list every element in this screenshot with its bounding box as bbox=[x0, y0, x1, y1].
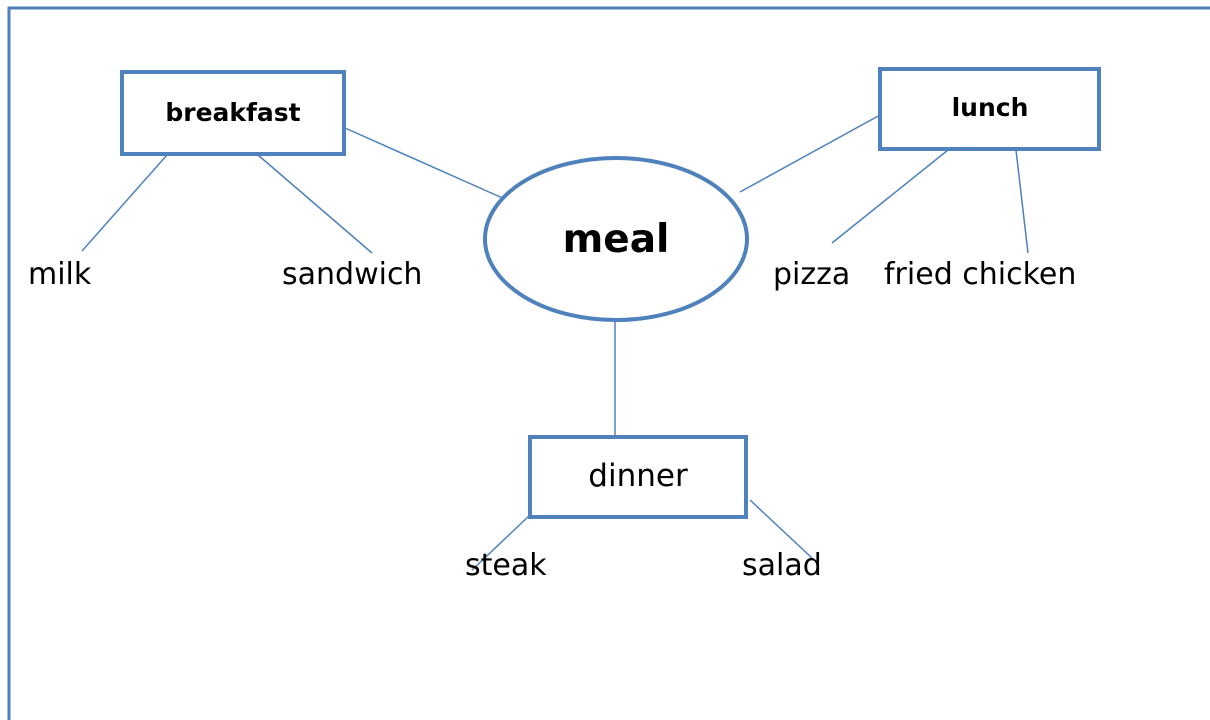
breakfast-label: breakfast bbox=[165, 98, 301, 127]
node-dinner bbox=[530, 437, 746, 517]
connector-meal-breakfast bbox=[345, 128, 507, 200]
connector-lunch-pizza bbox=[832, 150, 948, 243]
item-sandwich: sandwich bbox=[282, 257, 423, 292]
lunch-label: lunch bbox=[951, 93, 1029, 122]
node-lunch bbox=[880, 69, 1099, 149]
connector-breakfast-sandwich bbox=[258, 155, 372, 253]
node-breakfast bbox=[122, 72, 344, 154]
dinner-label: dinner bbox=[588, 458, 688, 494]
item-steak: steak bbox=[465, 548, 547, 583]
item-milk: milk bbox=[28, 257, 92, 292]
connector-breakfast-milk bbox=[82, 155, 167, 251]
connector-lunch-fried-chicken bbox=[1016, 150, 1028, 253]
item-pizza: pizza bbox=[773, 257, 851, 292]
meal-label: meal bbox=[562, 217, 670, 262]
connector-meal-lunch bbox=[740, 115, 880, 192]
item-fried-chicken: fried chicken bbox=[884, 257, 1077, 292]
item-salad: salad bbox=[742, 548, 822, 583]
node-meal bbox=[485, 158, 747, 320]
